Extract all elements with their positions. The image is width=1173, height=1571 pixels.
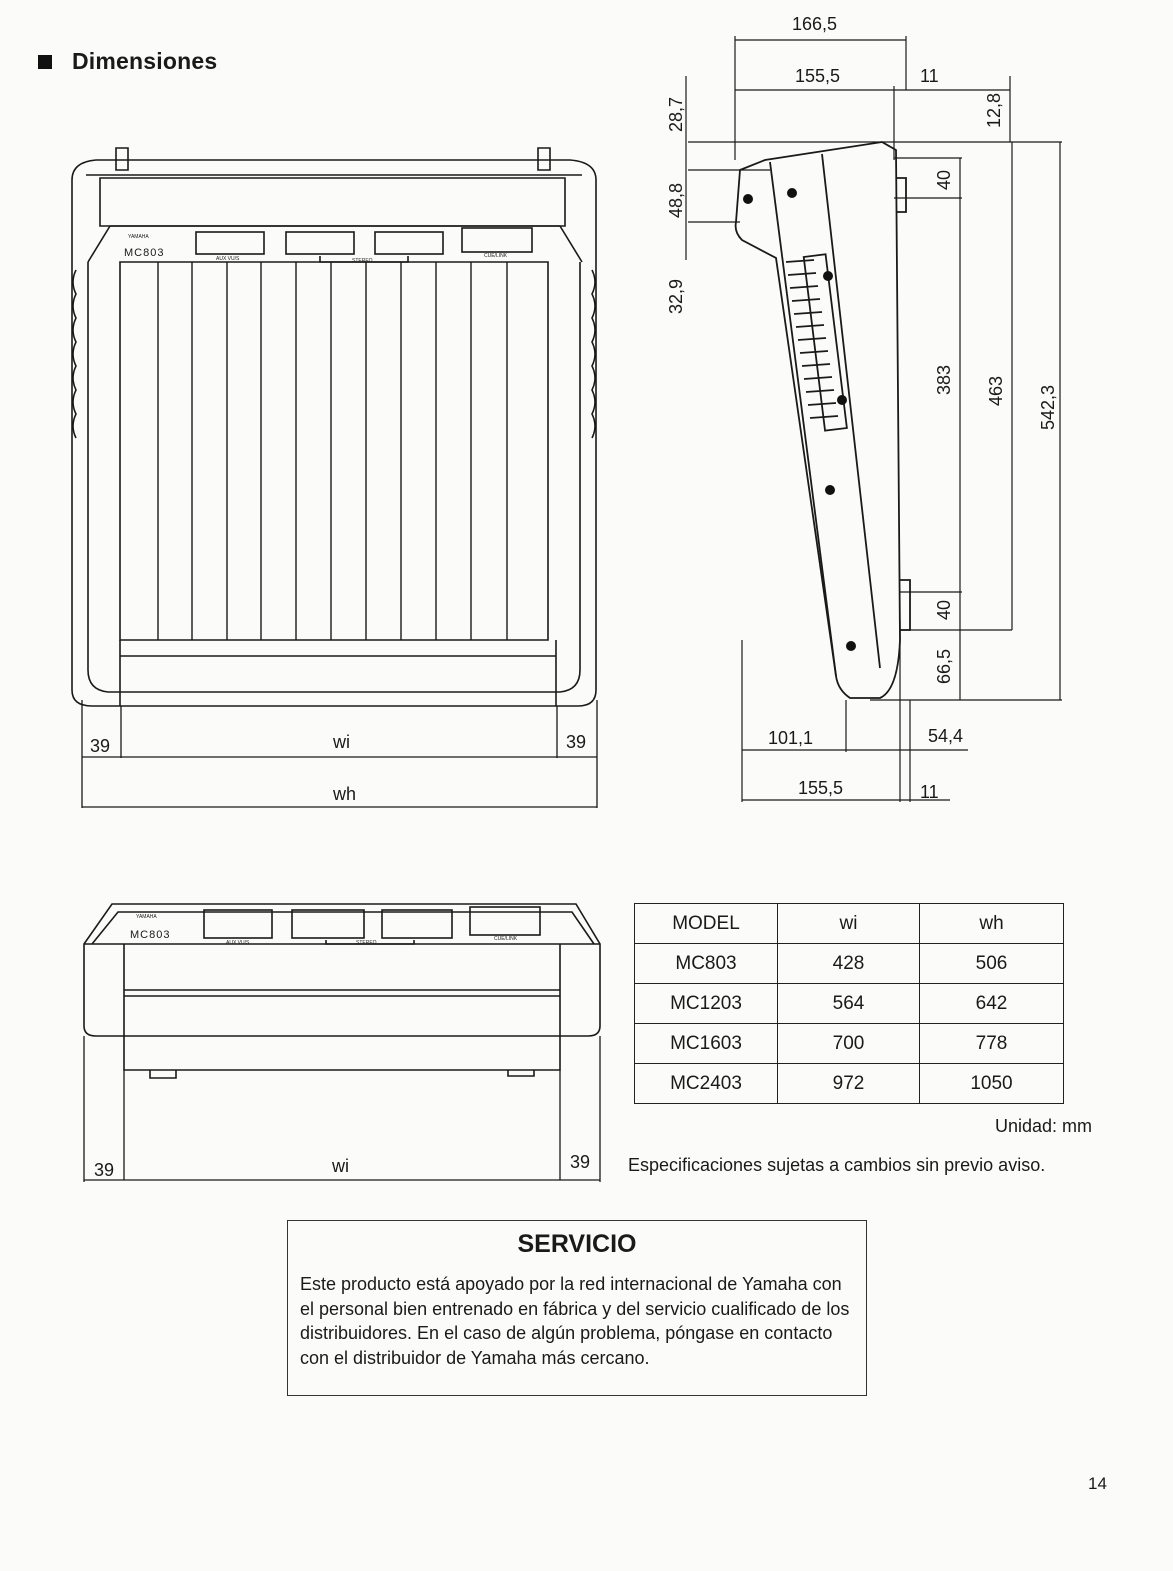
unit-note: Unidad: mm xyxy=(995,1116,1093,1136)
table-cell: 642 xyxy=(920,984,1064,1024)
table-cell: MC1603 xyxy=(635,1024,778,1064)
section-title: Dimensiones xyxy=(72,48,218,74)
front-brand-logo: YAMAHA xyxy=(128,234,149,240)
table-row xyxy=(635,944,1064,984)
side-dim-left-1: 28,7 xyxy=(666,96,686,132)
service-body: Este producto está apoyado por la red internacional de Yamaha con el personal bien entrenado en fábrica y del servicio cualificado de los distribuidores. En el caso de algún problema, póngase en contacto con el distribuidor de Yamaha más cercano. xyxy=(300,1274,850,1368)
front-dim-side-right: 39 xyxy=(566,732,587,752)
table-cell: 700 xyxy=(778,1024,920,1064)
side-dim-right-b: 383 xyxy=(934,364,954,395)
page-number: 14 xyxy=(1088,1474,1107,1493)
side-dim-height-1: 463 xyxy=(986,375,1006,406)
side-dim-left-2: 48,8 xyxy=(666,182,686,218)
table-row xyxy=(635,1064,1064,1104)
side-view-drawing xyxy=(650,10,1070,810)
section-heading xyxy=(38,48,217,75)
rear-view-drawing xyxy=(60,890,620,1190)
front-dim-inner: wi xyxy=(333,732,350,752)
table-row xyxy=(635,1024,1064,1064)
table-cell: 1050 xyxy=(920,1064,1064,1104)
rear-dim-side-right: 39 xyxy=(570,1152,591,1172)
service-title: SERVICIO xyxy=(517,1230,637,1258)
front-model-logo: MC803 xyxy=(124,247,165,259)
table-cell: MC2403 xyxy=(635,1064,778,1104)
table-cell: 506 xyxy=(920,944,1064,984)
spec-note: Especificaciones sujetas a cambios sin previo aviso. xyxy=(628,1155,1046,1175)
side-dim-right-a: 40 xyxy=(934,169,954,190)
front-panel-label-2: STEREO xyxy=(352,258,373,264)
front-dim-side-left: 39 xyxy=(90,736,111,756)
side-dim-bottom-4: 11 xyxy=(920,782,939,802)
rear-brand-logo: YAMAHA xyxy=(136,914,157,920)
side-dim-left-3: 32,9 xyxy=(666,278,686,314)
table-header-cell: MODEL xyxy=(635,904,778,944)
side-dim-bottom-3: 155,5 xyxy=(798,778,844,798)
table-row xyxy=(635,984,1064,1024)
side-dim-top-total: 166,5 xyxy=(792,14,838,34)
table-cell: 428 xyxy=(778,944,920,984)
rear-panel-label-1: AUX VU/S xyxy=(226,940,250,946)
front-view-drawing xyxy=(60,140,620,820)
table-header-cell: wi xyxy=(778,904,920,944)
table-cell: 778 xyxy=(920,1024,1064,1064)
rear-panel-label-3: CUE/LINK xyxy=(494,936,518,942)
rear-panel-label-2: STEREO xyxy=(356,940,377,946)
side-dim-bottom-1: 101,1 xyxy=(768,728,814,748)
table-header-row xyxy=(635,904,1064,944)
table-cell: 564 xyxy=(778,984,920,1024)
side-dim-right-c: 40 xyxy=(934,599,954,620)
rear-dim-side-left: 39 xyxy=(94,1160,115,1180)
front-panel-label-1: AUX VU/S xyxy=(216,256,240,262)
rear-model-logo: MC803 xyxy=(130,929,171,941)
side-dim-top-right: 12,8 xyxy=(984,92,1004,128)
side-dim-height-2: 542,3 xyxy=(1038,384,1058,430)
side-dim-bottom-2: 54,4 xyxy=(928,726,964,746)
table-cell: MC803 xyxy=(635,944,778,984)
side-dim-right-d: 66,5 xyxy=(934,648,954,684)
table-cell: MC1203 xyxy=(635,984,778,1024)
front-dim-overall: wh xyxy=(333,784,357,804)
table-cell: 972 xyxy=(778,1064,920,1104)
service-box xyxy=(287,1220,867,1396)
side-dim-top-main: 155,5 xyxy=(795,66,841,86)
front-panel-label-3: CUE/LINK xyxy=(484,253,508,259)
rear-dim-inner: wi xyxy=(332,1156,349,1176)
table-header-cell: wh xyxy=(920,904,1064,944)
square-bullet-icon xyxy=(38,55,52,69)
side-dim-top-extra: 11 xyxy=(920,66,939,86)
model-dimensions-table xyxy=(634,903,1064,1104)
